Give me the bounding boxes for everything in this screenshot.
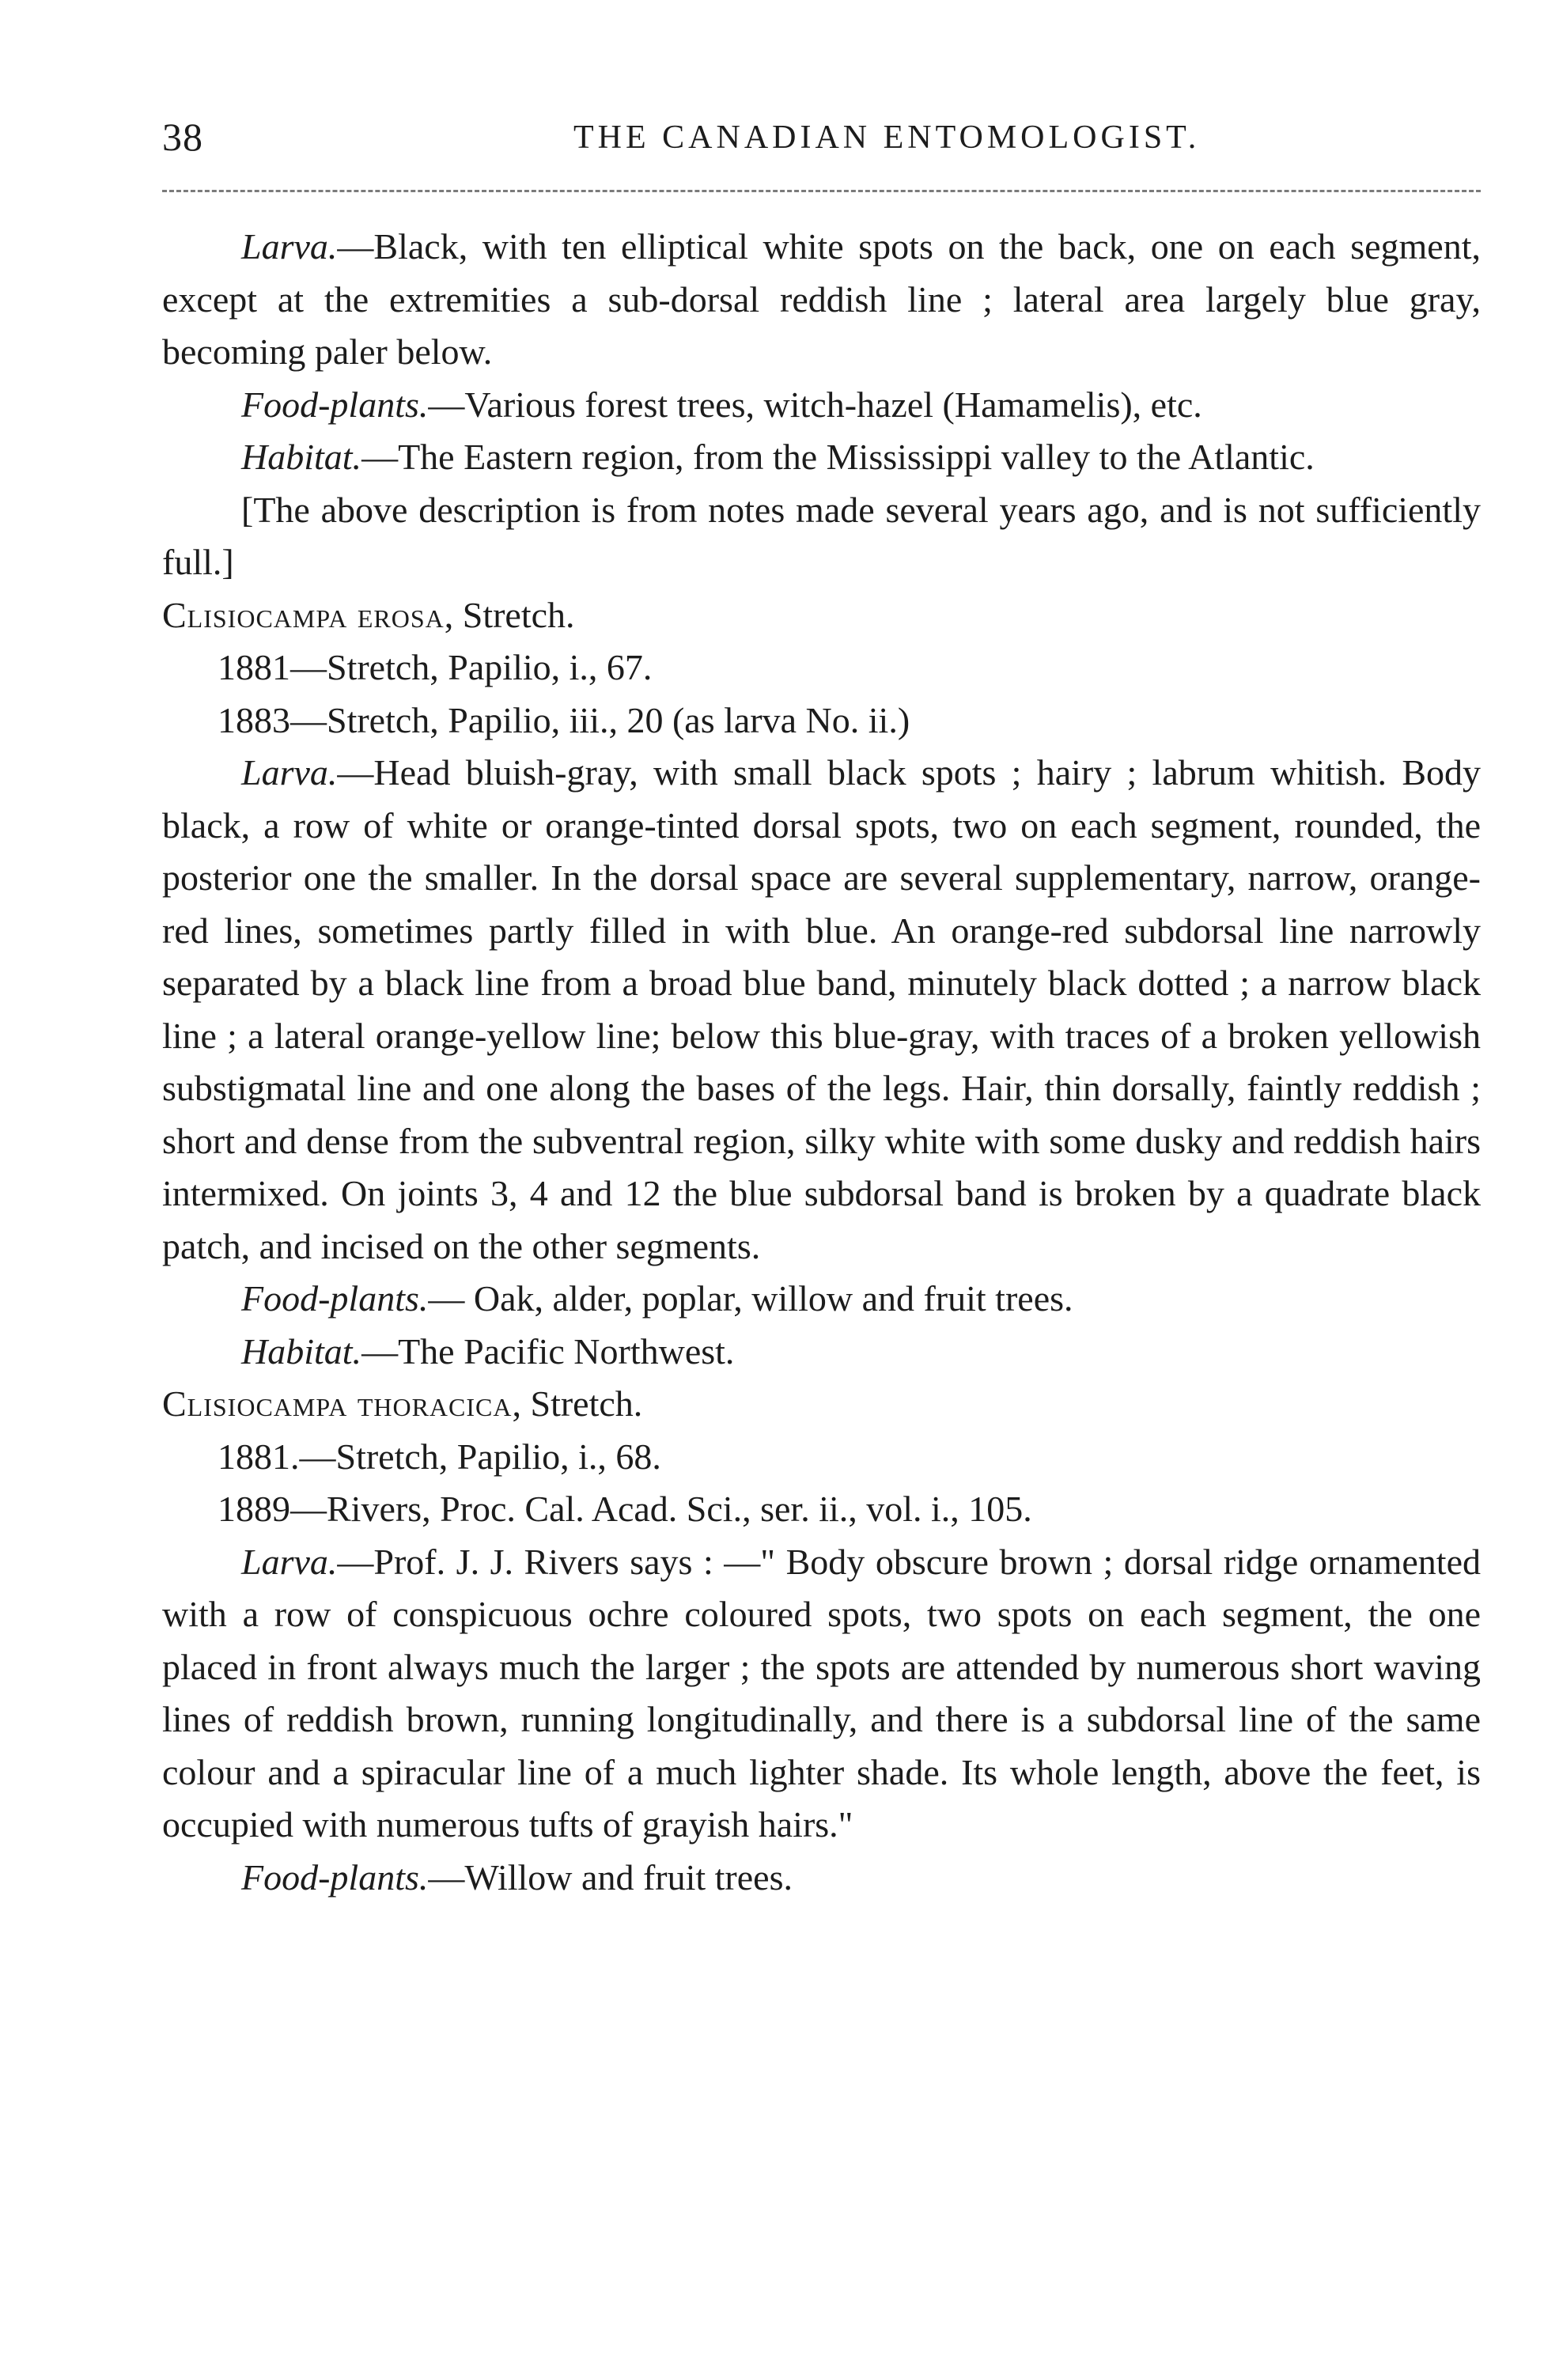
citation: 1889—Rivers, Proc. Cal. Acad. Sci., ser. ii., vol. i., 105.	[218, 1489, 1032, 1529]
species-author: , Stretch.	[512, 1383, 643, 1424]
food-plants-label: Food-plants.	[241, 1278, 429, 1319]
page-header	[162, 111, 1481, 190]
species-name: Clisiocampa erosa	[162, 594, 445, 635]
food-plants-paragraph	[162, 1852, 1481, 1905]
larva-text: —Prof. J. J. Rivers says : —" Body obscure brown ; dorsal ridge ornamented with a row of conspicuous ochre coloured spots, two spots on each segment, the one placed in front always much the larger ; the spots are attended by numerous short waving lines of reddish brown, running longitudinally, and there is a subdorsal line of the same colour and a spiracular line of a much lighter shade. Its whole length, above the feet, is occupied with numerous tufts of grayish hairs."	[162, 1541, 1481, 1845]
food-plants-label: Food-plants.	[241, 384, 429, 425]
species-heading	[162, 1378, 1481, 1431]
habitat-text: —The Eastern region, from the Mississippi valley to the Atlantic.	[361, 437, 1315, 477]
editorial-note: [The above description is from notes made several years ago, and is not sufficiently full.]	[162, 489, 1481, 582]
habitat-paragraph	[162, 1326, 1481, 1379]
habitat-paragraph	[162, 431, 1481, 484]
food-plants-text: —Willow and fruit trees.	[428, 1856, 793, 1898]
larva-paragraph	[162, 1536, 1481, 1852]
running-title: THE CANADIAN ENTOMOLOGIST.	[573, 119, 1201, 156]
habitat-text: —The Pacific Northwest.	[361, 1330, 735, 1372]
citation: 1881.—Stretch, Papilio, i., 68.	[218, 1436, 661, 1477]
food-plants-text: — Oak, alder, poplar, willow and fruit trees.	[428, 1278, 1073, 1319]
header-rule	[162, 190, 1481, 192]
species-heading	[162, 589, 1481, 642]
citation: 1883—Stretch, Papilio, iii., 20 (as larva No. ii.)	[218, 699, 910, 740]
food-plants-paragraph	[162, 1273, 1481, 1326]
species-author: , Stretch.	[444, 594, 575, 635]
food-plants-paragraph	[162, 379, 1481, 432]
larva-label: Larva.	[241, 1541, 338, 1582]
citation: 1881—Stretch, Papilio, i., 67.	[218, 647, 653, 687]
larva-text: —Head bluish-gray, with small black spots ; hairy ; labrum whitish. Body black, a row of white or orange-tinted dorsal spots, two on each segment, rounded, the posterior one the smaller. In the dorsal space are several supplementary, narrow, orange-red lines, sometimes partly filled in with blue. An orange-red subdorsal line narrowly separated by a black line from a broad blue band, minutely black dotted ; a narrow black line ; a lateral orange-yellow line; below this blue-gray, with traces of a broken yellowish substigmatal line and one along the bases of the legs. Hair, thin dorsally, faintly reddish ; short and dense from the subventral region, silky white with some dusky and reddish hairs intermixed. On joints 3, 4 and 12 the blue subdorsal band is broken by a quadrate black patch, and incised on the other segments.	[162, 752, 1481, 1266]
larva-paragraph	[162, 221, 1481, 379]
food-plants-text: —Various forest trees, witch-hazel (Hamamelis), etc.	[428, 384, 1202, 425]
larva-label: Larva.	[241, 226, 338, 267]
larva-label: Larva.	[241, 752, 338, 793]
species-name: Clisiocampa thoracica	[162, 1383, 513, 1424]
food-plants-label: Food-plants.	[241, 1856, 429, 1898]
larva-text: —Black, with ten elliptical white spots on the back, one on each segment, except at the extremities a sub-dorsal reddish line ; lateral area largely blue gray, becoming paler below.	[162, 226, 1481, 372]
page-number: 38	[162, 115, 203, 159]
article-body	[162, 221, 1481, 1904]
habitat-label: Habitat.	[241, 1330, 362, 1372]
larva-paragraph	[162, 747, 1481, 1273]
habitat-label: Habitat.	[241, 437, 362, 477]
